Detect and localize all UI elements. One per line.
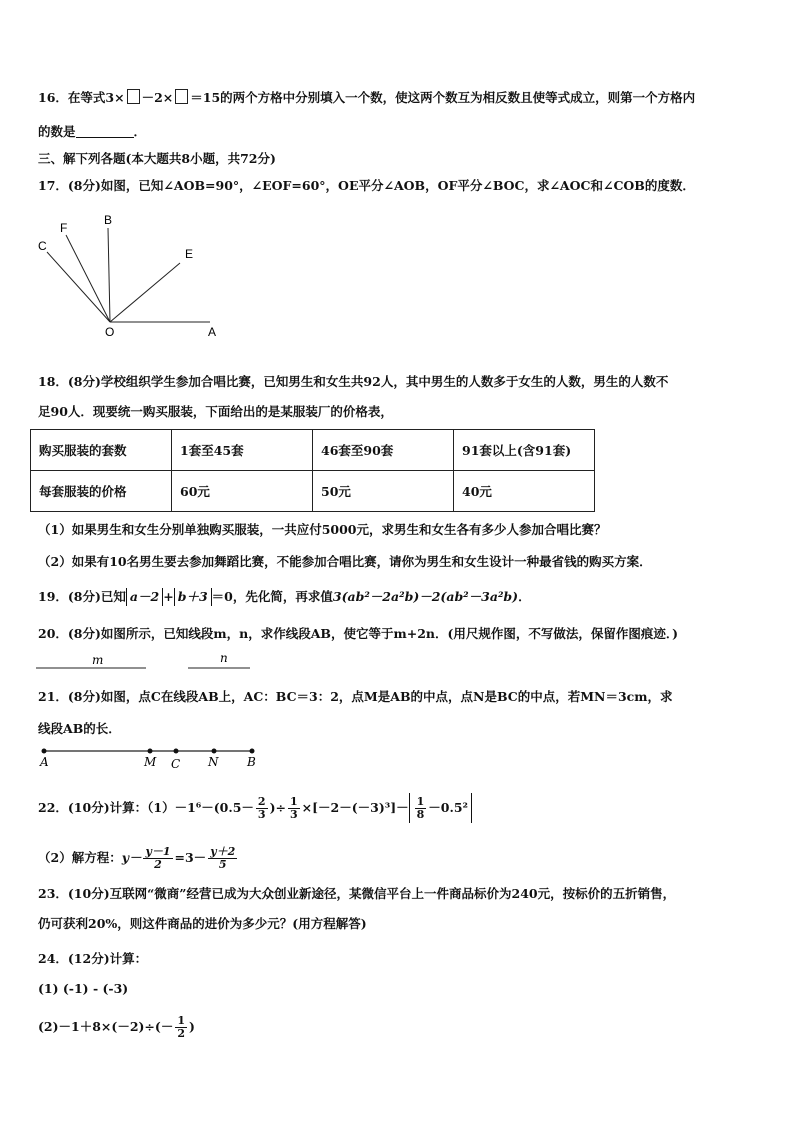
label-E: E [185, 247, 194, 261]
q16-line2 [38, 123, 756, 141]
numerator: 1 [289, 795, 298, 808]
q22-sub2-pre: （2）解方程： [38, 850, 122, 865]
label-C: C [38, 239, 47, 253]
q16-line2-end: ． [133, 124, 147, 139]
q23-line2: 仍可获利20%，则这件商品的进价为多少元？(用方程解答) [38, 916, 367, 931]
blank-box-1 [127, 89, 140, 104]
price-table [30, 429, 595, 512]
denominator: 3 [257, 808, 266, 821]
q22-part1 [38, 793, 756, 823]
q22-y: y－ [121, 850, 142, 865]
q22-pre: 22．(10分)计算：（1） [38, 800, 175, 815]
q16-text-mid: －2× [141, 90, 174, 105]
denominator: 5 [218, 858, 227, 871]
abs-a-minus-2: a－2 [126, 588, 163, 606]
q24-sub2-end: ) [188, 1019, 195, 1034]
q19-eq: ＝0，先化简，再求值 [211, 589, 333, 604]
label-B: B [104, 213, 113, 227]
table-row [31, 430, 595, 471]
q22-expr-3: ×[－2－(－3)³]－ [301, 800, 409, 815]
fraction-1-8 [415, 796, 427, 821]
table-cell: 购买服装的套数 [31, 430, 172, 471]
q22-expr-2: )÷ [269, 800, 286, 815]
numerator: 1 [416, 795, 425, 808]
fraction-y-minus-1 [143, 846, 172, 871]
table-cell: 每套服装的价格 [31, 471, 172, 512]
q24-sub1: (1) (-1) - (-3) [38, 981, 129, 996]
label-F: F [60, 221, 68, 235]
q17-angle-figure [30, 210, 230, 340]
label-m: m [92, 653, 104, 667]
q21-line1: 21．(8分)如图，点C在线段AB上，AC：BC＝3：2，点M是AB的中点，点N是BC的中点，若MN＝3cm，求 [38, 689, 673, 704]
q24-title: 24．(12分)计算： [38, 951, 148, 966]
abs-b-plus-3: b＋3 [174, 588, 212, 606]
denominator: 2 [177, 1027, 185, 1040]
point-B: B [247, 755, 256, 769]
q24-sub2-pre: (2) [38, 1019, 59, 1034]
q21-segment-figure [36, 743, 268, 771]
q16-text-post: ＝15的两个方格中分别填入一个数，使这两个数互为相反数且使等式成立，则第一个方格内 [190, 90, 696, 105]
table-cell: 46套至90套 [313, 430, 454, 471]
q18-sub2: （2）如果有10名男生要去参加舞蹈比赛，不能参加合唱比赛，请你为男生和女生设计一种最省钱的购买方案． [38, 554, 652, 569]
q19-plus: + [163, 589, 174, 604]
point-C: C [171, 757, 181, 771]
fraction-1-2 [175, 1015, 187, 1040]
q19-expression: 3(ab²－2a²b)－2(ab²－3a²b) [332, 589, 519, 604]
fraction-2-3 [256, 796, 268, 821]
table-cell: 60元 [172, 471, 313, 512]
table-cell: 50元 [313, 471, 454, 512]
denominator: 2 [154, 858, 162, 871]
q16-text-pre: 在等式3× [67, 90, 125, 105]
blank-box-2 [175, 89, 188, 104]
table-cell: 40元 [454, 471, 595, 512]
q22-eq: =3－ [174, 850, 207, 865]
table-cell: 91套以上(含91套) [454, 430, 595, 471]
numerator: y－1 [145, 845, 171, 858]
q19-end: ． [518, 589, 531, 604]
q16-number: 16． [38, 90, 68, 105]
label-n: n [220, 651, 228, 665]
q21-line2: 线段AB的长． [38, 721, 121, 736]
point-A: A [40, 755, 49, 769]
numerator: 2 [257, 795, 266, 808]
denominator: 8 [416, 808, 425, 821]
abs-fraction-term [409, 793, 472, 823]
numerator: y＋2 [210, 845, 236, 858]
point-M: M [144, 755, 157, 769]
q18-line2: 足90人．现要统一购买服装，下面给出的是某服装厂的价格表， [38, 404, 393, 419]
q19-line [38, 588, 756, 606]
q16-line1 [38, 89, 756, 107]
q24-sub2-expr: －1＋8×(－2)÷(－ [58, 1019, 174, 1034]
fraction-1-3 [288, 796, 300, 821]
answer-blank [76, 125, 134, 138]
q19-pre: 19．(8分)已知 [38, 589, 126, 604]
q22-expr-1: －1⁶－(0.5－ [174, 800, 254, 815]
q17-text: 17．(8分)如图，已知∠AOB=90°，∠EOF=60°，OE平分∠AOB，OF平分∠BOC，求∠AOC和∠COB的度数． [38, 178, 695, 193]
numerator: 1 [177, 1014, 185, 1027]
q23-line1: 23．(10分)互联网“微商”经营已成为大众创业新途径，某微信平台上一件商品标价为240元，按标价的五折销售， [38, 886, 676, 901]
q20-text: 20．(8分)如图所示，已知线段m，n，求作线段AB，使它等于m+2n．(用尺规作图，不写做法，保留作图痕迹．) [38, 626, 679, 641]
q20-segments-figure [30, 650, 270, 674]
table-cell: 1套至45套 [172, 430, 313, 471]
label-A: A [208, 325, 217, 339]
label-O: O [105, 325, 115, 339]
denominator: 3 [289, 808, 298, 821]
q22-part2 [38, 843, 756, 873]
q24-sub2 [38, 1012, 756, 1042]
q22-expr-4: －0.5² [428, 800, 469, 815]
fraction-y-plus-2 [208, 846, 237, 871]
q18-line1: 18．(8分)学校组织学生参加合唱比赛，已知男生和女生共92人，其中男生的人数多于女生的人数，男生的人数不 [38, 374, 669, 389]
point-N: N [208, 755, 219, 769]
table-row [31, 471, 595, 512]
q16-line2-text: 的数是 [38, 124, 76, 139]
section-3-heading: 三、解下列各题(本大题共8小题，共72分) [38, 151, 276, 166]
q18-sub1: （1）如果男生和女生分别单独购买服装，一共应付5000元，求男生和女生各有多少人参加合唱比赛？ [38, 522, 607, 537]
